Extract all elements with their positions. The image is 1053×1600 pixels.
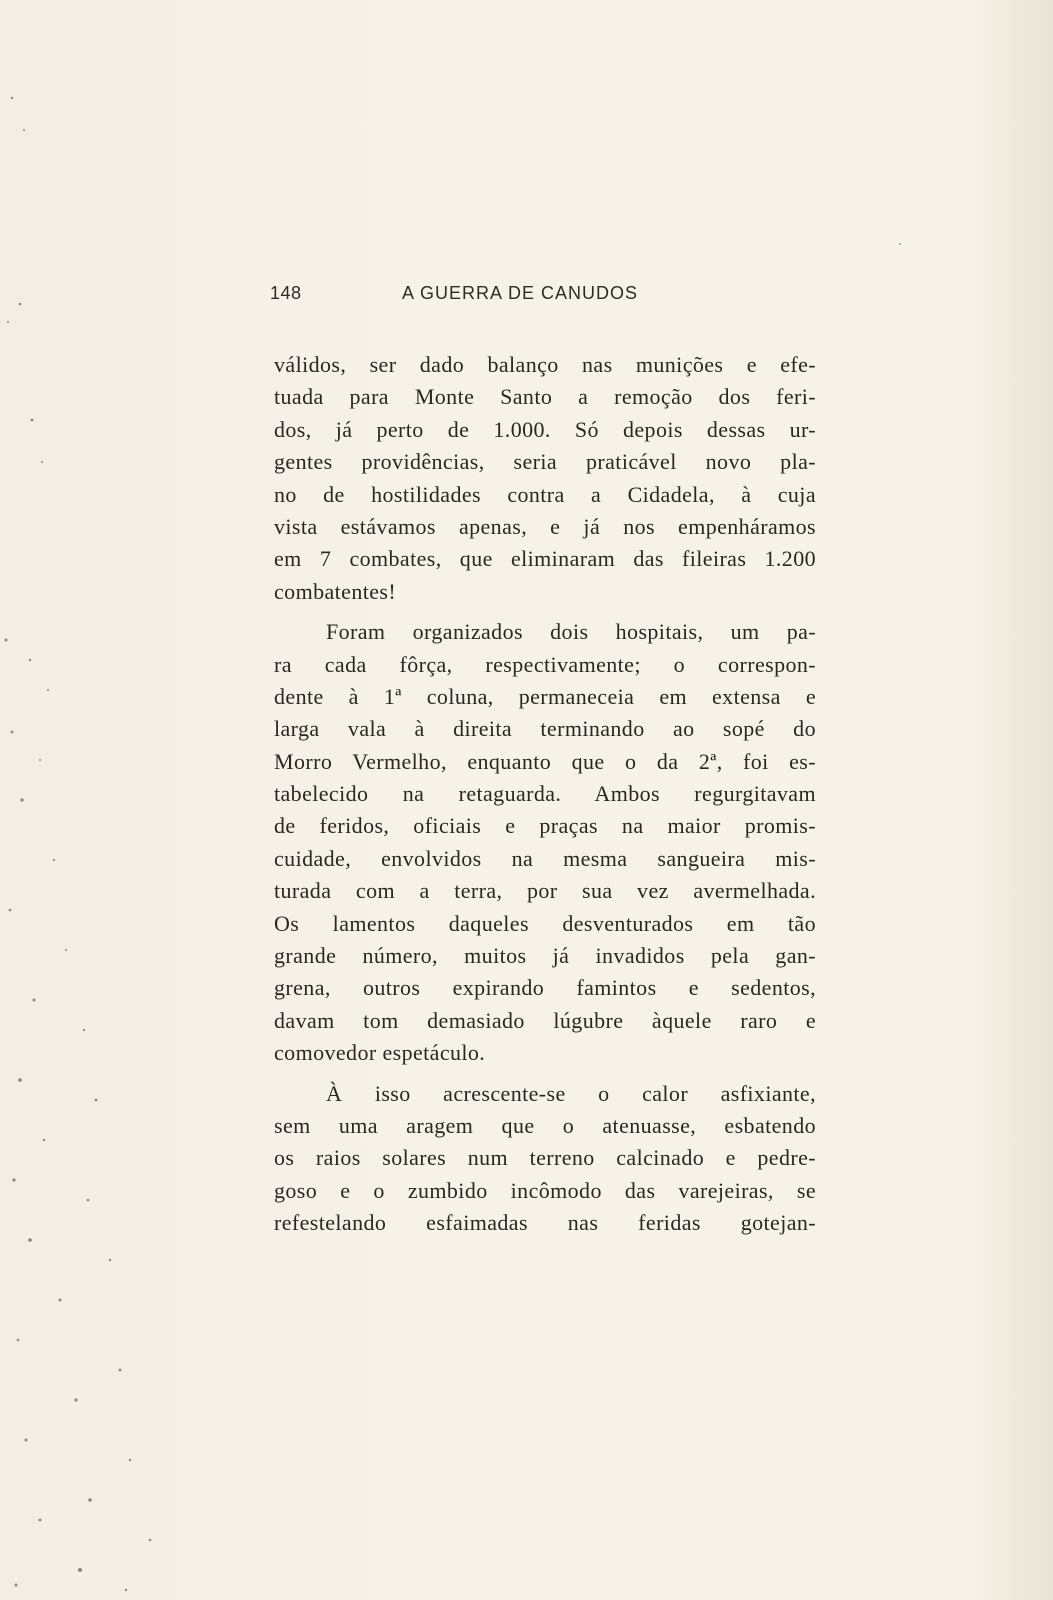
text-line: larga vala à direita terminando ao sopé do	[274, 716, 816, 742]
page-number: 148	[270, 283, 302, 303]
paragraph-gap	[274, 1070, 816, 1078]
running-title: A GUERRA DE CANUDOS	[402, 283, 639, 303]
page-header	[270, 283, 690, 307]
text-line: grena, outros expirando famintos e sedentos,	[274, 975, 816, 1001]
text-line: dente à 1ª coluna, permaneceia em extensa e	[274, 683, 816, 709]
body-text	[274, 349, 816, 1240]
paragraph-gap	[274, 608, 816, 616]
text-line: os raios solares num terreno calcinado e pedre-	[274, 1145, 816, 1171]
text-line: válidos, ser dado balanço nas munições e efe-	[274, 352, 816, 377]
text-line: tabelecido na retaguarda. Ambos regurgitavam	[274, 781, 816, 807]
text-line: dos, já perto de 1.000. Só depois dessas ur-	[274, 416, 816, 442]
text-line: sem uma aragem que o atenuasse, esbatendo	[274, 1112, 816, 1138]
text-line: comovedor espetáculo.	[274, 1040, 486, 1066]
text-line: davam tom demasiado lúgubre àquele raro e	[274, 1007, 816, 1033]
text-line: turada com a terra, por sua vez avermelhada.	[274, 878, 816, 904]
text-line: Foram organizados dois hospitais, um pa-	[326, 619, 816, 645]
text-line: grande número, muitos já invadidos pela gan-	[274, 943, 816, 969]
text-line: combatentes!	[274, 578, 397, 604]
text-line: de feridos, oficiais e praças na maior promis-	[274, 813, 816, 839]
text-line: Os lamentos daqueles desventurados em tão	[274, 910, 816, 936]
text-line: goso e o zumbido incômodo das varejeiras, se	[274, 1177, 816, 1203]
text-line: À isso acrescente-se o calor asfixiante,	[326, 1080, 816, 1106]
text-line: Morro Vermelho, enquanto que o da 2ª, foi es-	[274, 748, 816, 774]
text-line: no de hostilidades contra a Cidadela, à cuja	[274, 481, 816, 507]
text-line: ra cada fôrça, respectivamente; o correspon-	[274, 651, 816, 677]
text-line: vista estávamos apenas, e já nos empenháramos	[274, 513, 816, 539]
text-line: tuada para Monte Santo a remoção dos feri-	[274, 384, 816, 410]
text-line: em 7 combates, que eliminaram das fileiras 1.200	[274, 546, 816, 572]
text-line: refestelando esfaimadas nas feridas gotejan-	[274, 1210, 816, 1236]
text-line: gentes providências, seria praticável novo pla-	[274, 449, 816, 475]
text-line: cuidade, envolvidos na mesma sangueira mis-	[274, 845, 816, 871]
